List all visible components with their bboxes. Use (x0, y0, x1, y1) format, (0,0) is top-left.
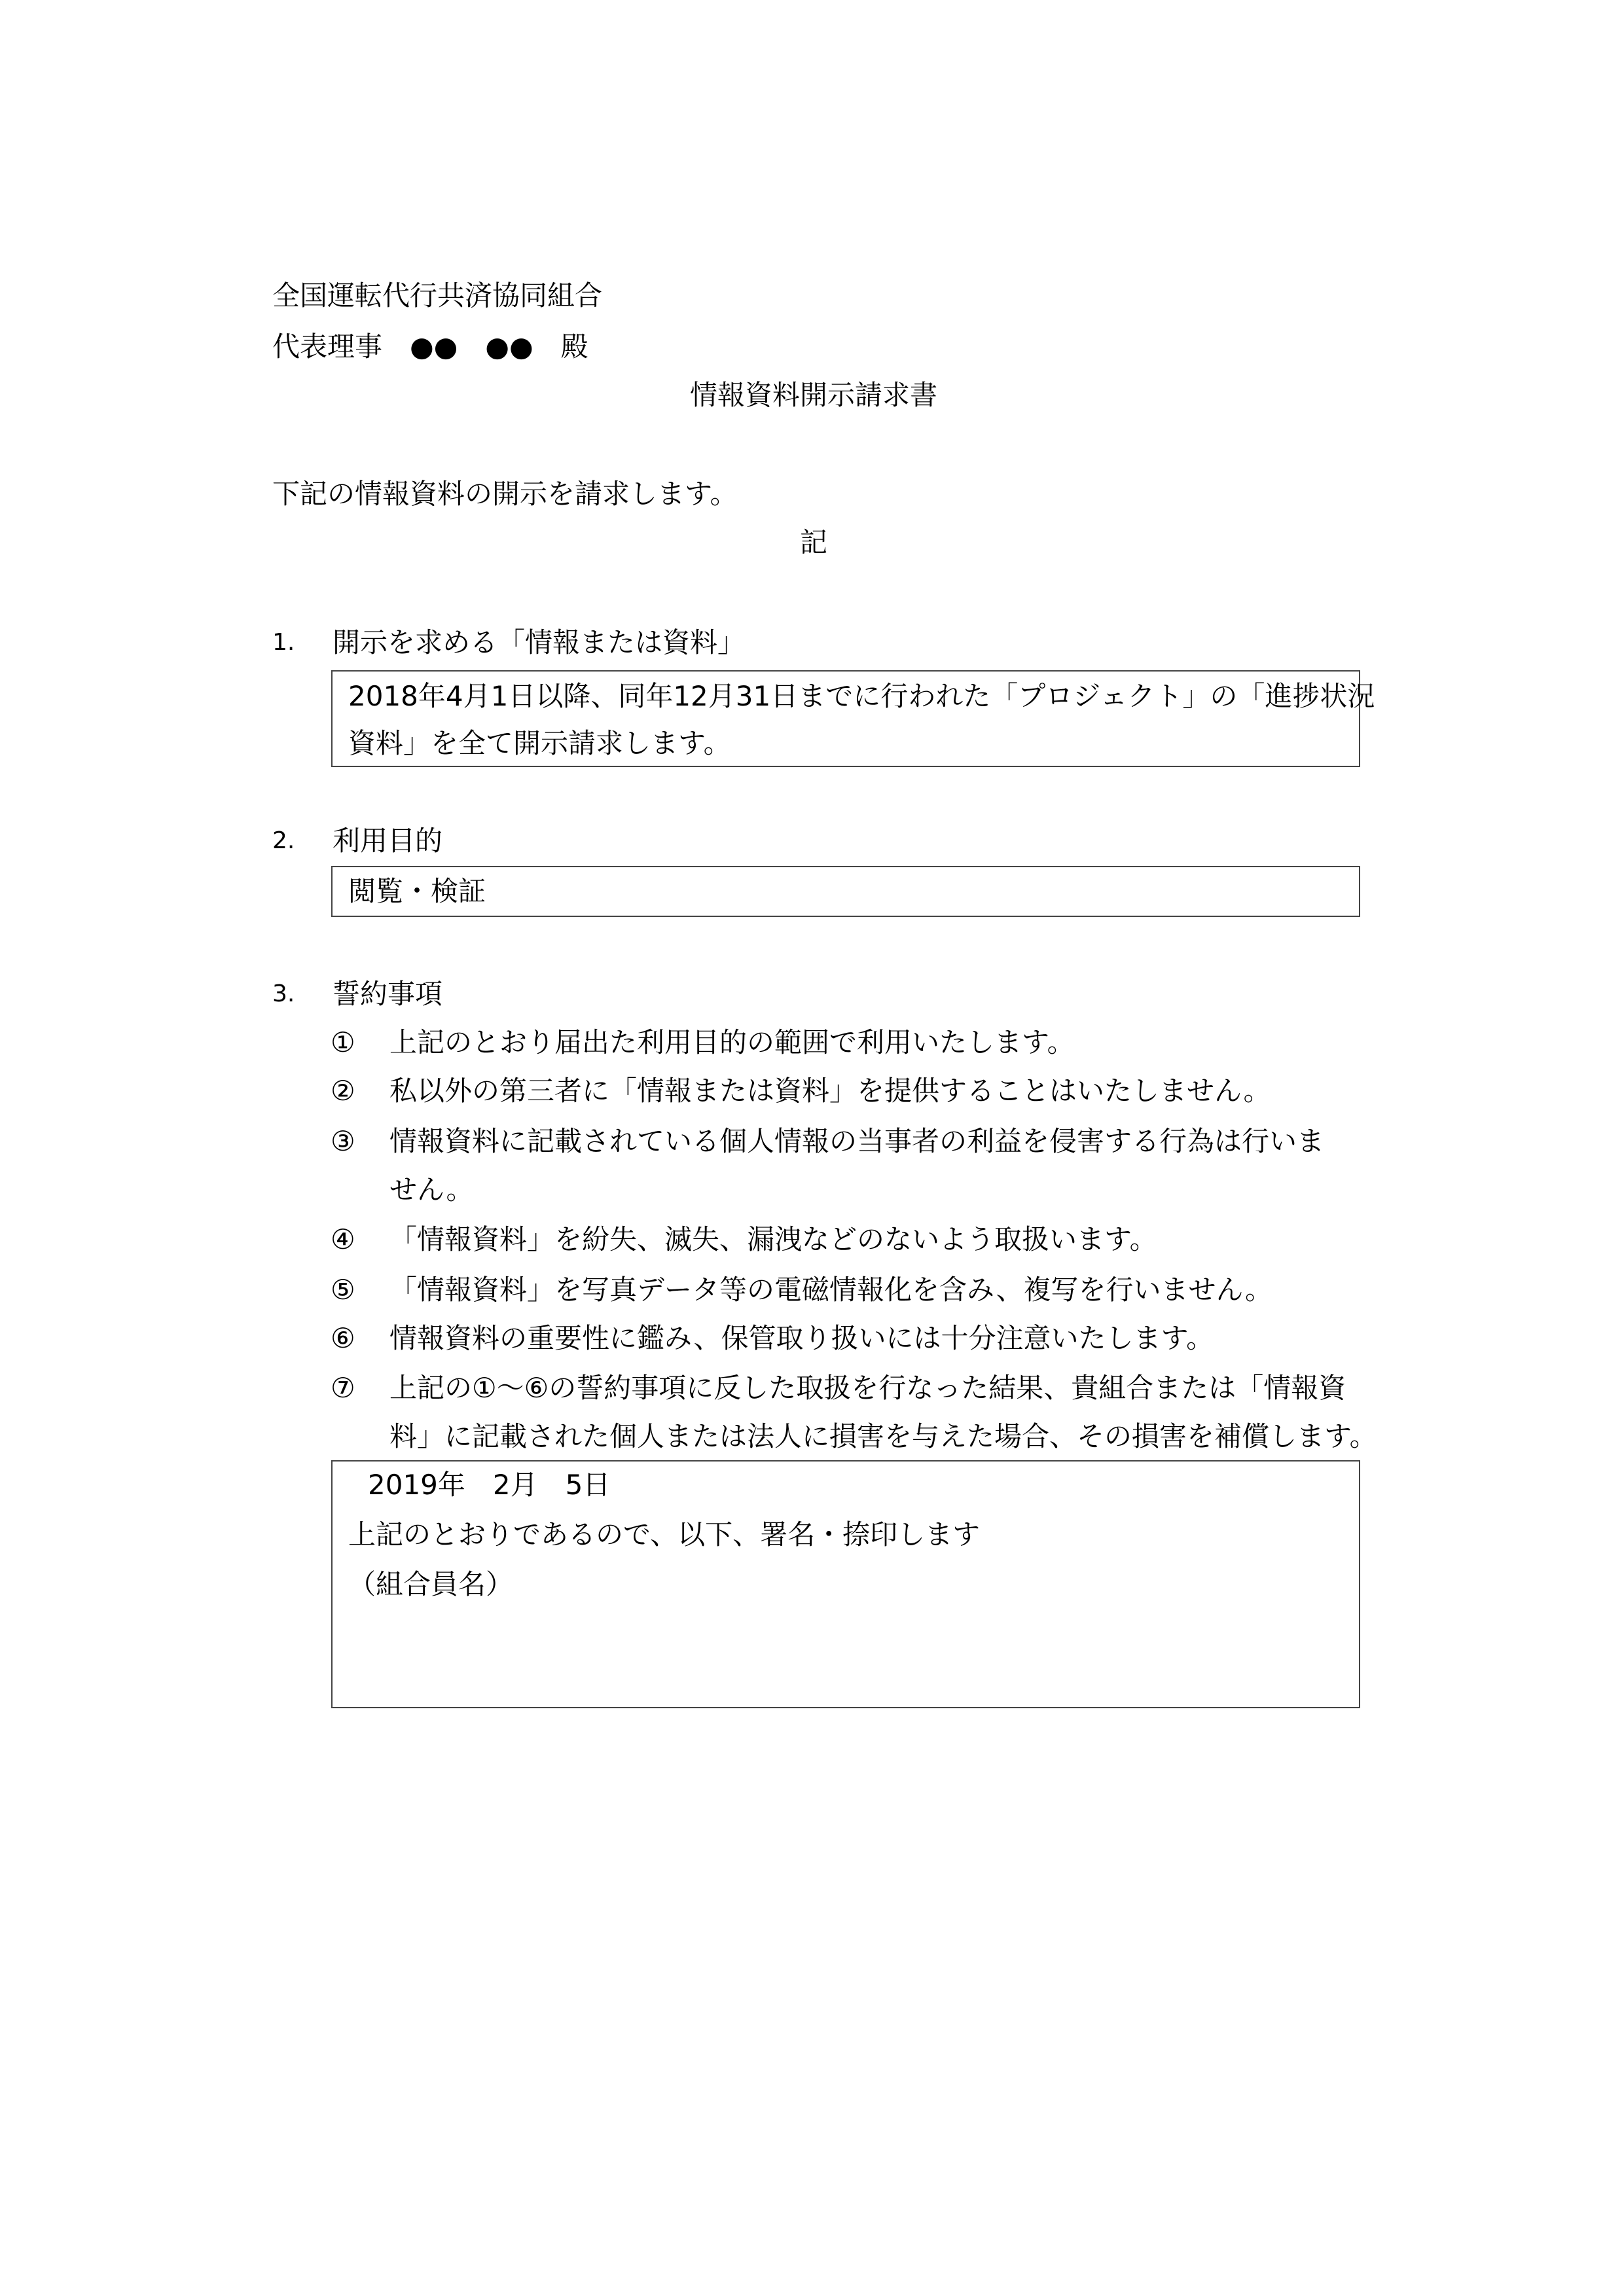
pledge-7-text-line-1: 上記の①～⑥の誓約事項に反した取扱を行なった結果、貴組合または「情報資 (389, 1372, 1346, 1404)
pledge-2-text: 私以外の第三者に「情報または資料」を提供することはいたしません。 (389, 1075, 1271, 1107)
document-title: 情報資料開示請求書 (689, 379, 937, 411)
member-name-field[interactable] (542, 1560, 1327, 1677)
pledge-3-mark: ③ (331, 1125, 355, 1157)
intro-text: 下記の情報資料の開示を請求します。 (272, 478, 738, 510)
section-3-heading: 誓約事項 (333, 978, 443, 1010)
purpose-text: 閲覧・検証 (348, 875, 486, 907)
requested-info-line-2: 資料」を全て開示請求します。 (348, 727, 731, 759)
signature-date: 2019年 2月 5日 (368, 1469, 611, 1501)
pledge-6-mark: ⑥ (331, 1322, 355, 1354)
pledge-7-mark: ⑦ (331, 1372, 355, 1404)
pledge-6-text: 情報資料の重要性に鑑み、保管取り扱いには十分注意いたします。 (389, 1322, 1214, 1354)
section-1-heading: 開示を求める「情報または資料」 (333, 626, 746, 658)
pledge-3-text-line-1: 情報資料に記載されている個人情報の当事者の利益を侵害する行為は行いま (389, 1125, 1325, 1157)
pledge-1-text: 上記のとおり届出た利用目的の範囲で利用いたします。 (389, 1026, 1075, 1058)
section-1-number: 1. (272, 629, 295, 656)
pledge-5-mark: ⑤ (331, 1274, 355, 1306)
requested-info-line-1: 2018年4月1日以降、同年12月31日までに行われた「プロジェクト」の「進捗状況 (348, 680, 1375, 712)
pledge-4-mark: ④ (331, 1223, 355, 1255)
signature-statement: 上記のとおりであるので、以下、署名・捺印します (348, 1518, 981, 1551)
purpose-box (331, 866, 1360, 917)
section-2-number: 2. (272, 827, 295, 854)
addressee-organization: 全国運転代行共済協同組合 (272, 279, 603, 312)
addressee-representative: 代表理事 ●● ●● 殿 (272, 331, 588, 363)
pledge-7-text-line-2: 料」に記載された個人または法人に損害を与えた場合、その損害を補償します。 (389, 1420, 1377, 1452)
member-name-label: （組合員名） (348, 1568, 514, 1600)
pledge-5-text: 「情報資料」を写真データ等の電磁情報化を含み、複写を行いません。 (389, 1274, 1273, 1306)
pledge-2-mark: ② (331, 1075, 355, 1107)
pledge-1-mark: ① (331, 1026, 355, 1058)
pledge-3-text-line-2: せん。 (389, 1174, 474, 1206)
requested-info-box (331, 670, 1375, 767)
signature-box (331, 1460, 1360, 1708)
pledge-4-text: 「情報資料」を紛失、滅失、漏洩などのないよう取扱います。 (389, 1223, 1157, 1255)
section-3-number: 3. (272, 980, 295, 1007)
ki-heading: 記 (799, 526, 827, 558)
section-2-heading: 利用目的 (333, 825, 443, 857)
